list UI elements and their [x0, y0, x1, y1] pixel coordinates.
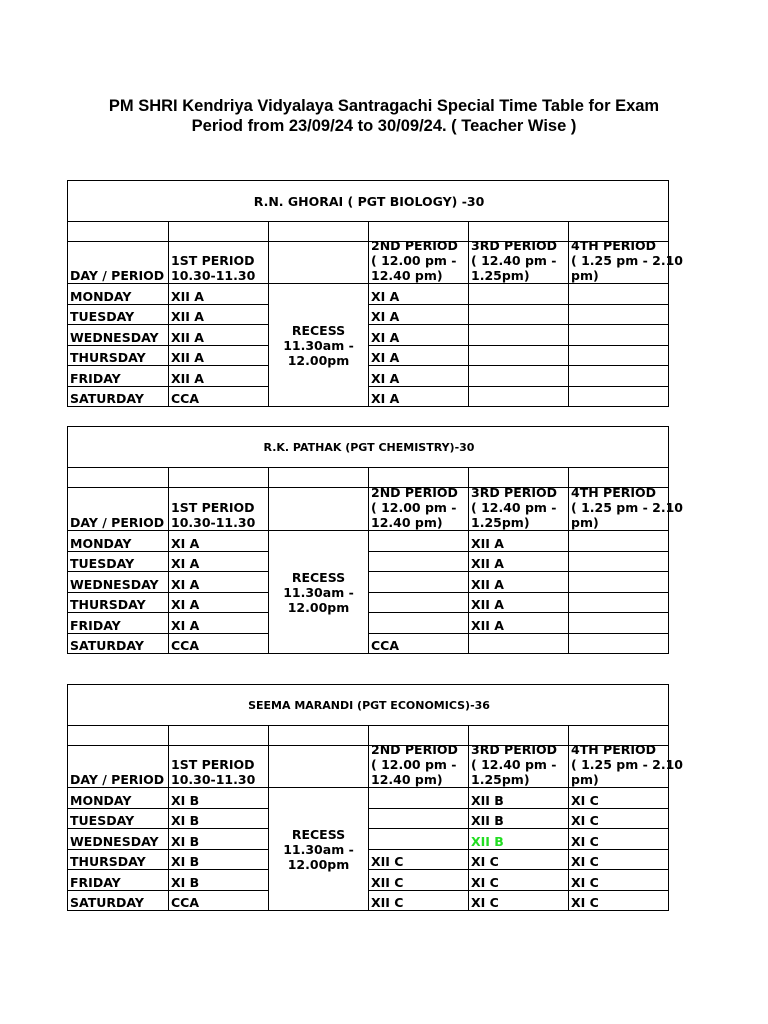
- period-2-cell: [369, 592, 469, 613]
- period-4-time-end: pm): [571, 772, 599, 787]
- recess-label: RECESS: [291, 569, 346, 585]
- table-row: [68, 551, 669, 572]
- column-header-row: [68, 746, 669, 788]
- recess-cell: [269, 788, 369, 911]
- period-3-cell: [469, 325, 569, 346]
- table-row: [68, 870, 669, 891]
- period-1-cell: XI A: [169, 551, 269, 572]
- period-3-time-start: ( 12.40 pm -: [471, 253, 557, 268]
- period-1-cell: XI A: [169, 531, 269, 552]
- column-header-row: [68, 488, 669, 531]
- period-1-label: 1ST PERIOD: [171, 253, 255, 268]
- day-cell: THURSDAY: [68, 849, 169, 870]
- table-row: [68, 284, 669, 305]
- day-cell: FRIDAY: [68, 366, 169, 387]
- period-2-cell: XI A: [369, 284, 469, 305]
- period-4-label: 4TH PERIOD: [571, 485, 657, 500]
- blank-cell: [68, 222, 169, 242]
- period-4-time-end: pm): [571, 515, 599, 530]
- table-row: [68, 633, 669, 654]
- table-row: [68, 829, 669, 850]
- period-4-cell: [569, 531, 669, 552]
- day-cell: WEDNESDAY: [68, 829, 169, 850]
- recess-time-start: 11.30am -: [283, 841, 354, 857]
- period-2-cell: XI A: [369, 345, 469, 366]
- teacher-name: R.K. PATHAK (PGT CHEMISTRY)-30: [68, 427, 669, 468]
- period-3-cell: [469, 386, 569, 407]
- day-cell: MONDAY: [68, 284, 169, 305]
- period-2-cell: XII C: [369, 870, 469, 891]
- period-2-time-start: ( 12.00 pm -: [371, 253, 457, 268]
- period-2-label: 2ND PERIOD: [371, 238, 458, 253]
- table-row: [68, 592, 669, 613]
- day-cell: THURSDAY: [68, 345, 169, 366]
- period-1-cell: XI A: [169, 572, 269, 593]
- period-3-header: [469, 238, 569, 284]
- period-3-cell: XII A: [469, 592, 569, 613]
- period-4-cell: [569, 304, 669, 325]
- period-1-cell: XII A: [169, 345, 269, 366]
- recess-time-end: 12.00pm: [287, 599, 350, 615]
- period-4-cell: XI C: [569, 829, 669, 850]
- blank-cell: [269, 222, 369, 242]
- day-cell: FRIDAY: [68, 613, 169, 634]
- period-4-cell: [569, 325, 669, 346]
- table-row: [68, 849, 669, 870]
- period-4-label: 4TH PERIOD: [571, 238, 657, 253]
- table-row: [68, 572, 669, 593]
- day-period-header: DAY / PERIOD: [68, 746, 169, 788]
- teacher-name: SEEMA MARANDI (PGT ECONOMICS)-36: [68, 685, 669, 726]
- period-3-cell: XII B: [469, 808, 569, 829]
- day-cell: TUESDAY: [68, 808, 169, 829]
- period-2-cell: [369, 551, 469, 572]
- period-2-time-start: ( 12.00 pm -: [371, 757, 457, 772]
- period-2-time-start: ( 12.00 pm -: [371, 500, 457, 515]
- period-1-cell: CCA: [169, 386, 269, 407]
- period-3-cell: XII A: [469, 572, 569, 593]
- period-4-cell: XI C: [569, 890, 669, 911]
- period-2-cell: XI A: [369, 304, 469, 325]
- blank-cell: [269, 468, 369, 488]
- period-4-cell: [569, 551, 669, 572]
- day-cell: MONDAY: [68, 531, 169, 552]
- period-3-cell: XI C: [469, 890, 569, 911]
- period-1-label: 1ST PERIOD: [171, 757, 255, 772]
- period-1-cell: XI B: [169, 849, 269, 870]
- period-1-header: [169, 242, 269, 284]
- title-line-1: PM SHRI Kendriya Vidyalaya Santragachi Special Time Table for Exam: [108, 97, 660, 115]
- period-2-cell: [369, 613, 469, 634]
- period-3-label: 3RD PERIOD: [471, 742, 558, 757]
- period-3-time-end: 1.25pm): [471, 268, 530, 283]
- period-2-cell: XII C: [369, 890, 469, 911]
- period-1-time: 10.30-11.30: [171, 515, 256, 530]
- period-3-time-start: ( 12.40 pm -: [471, 757, 557, 772]
- period-3-cell: [469, 366, 569, 387]
- period-4-cell: [569, 366, 669, 387]
- period-4-cell: XI C: [569, 808, 669, 829]
- day-cell: WEDNESDAY: [68, 572, 169, 593]
- period-4-cell: [569, 613, 669, 634]
- period-4-cell: [569, 345, 669, 366]
- period-2-cell: [369, 788, 469, 809]
- blank-cell: [169, 222, 269, 242]
- period-1-cell: CCA: [169, 890, 269, 911]
- period-2-time-end: 12.40 pm): [371, 772, 443, 787]
- period-4-cell: [569, 284, 669, 305]
- recess-header: [269, 746, 369, 788]
- period-3-cell: XII B: [469, 788, 569, 809]
- period-2-cell: XI A: [369, 325, 469, 346]
- day-cell: SATURDAY: [68, 633, 169, 654]
- recess-time-end: 12.00pm: [287, 856, 350, 872]
- teacher-timetable: [67, 684, 683, 911]
- period-1-cell: XI B: [169, 788, 269, 809]
- teacher-timetable: [67, 426, 683, 654]
- period-1-cell: XI B: [169, 808, 269, 829]
- table-row: [68, 304, 669, 325]
- period-3-cell: XI C: [469, 849, 569, 870]
- day-cell: WEDNESDAY: [68, 325, 169, 346]
- period-4-cell: [569, 386, 669, 407]
- table-row: [68, 808, 669, 829]
- page-title: [40, 96, 728, 136]
- period-3-cell: [469, 633, 569, 654]
- recess-time-start: 11.30am -: [283, 584, 354, 600]
- recess-header: [269, 488, 369, 531]
- period-3-cell: [469, 284, 569, 305]
- recess-cell: [269, 531, 369, 654]
- table-row: [68, 386, 669, 407]
- period-2-cell: CCA: [369, 633, 469, 654]
- period-4-time-start: ( 1.25 pm - 2.10: [571, 253, 683, 268]
- period-3-cell: XII A: [469, 613, 569, 634]
- recess-time-start: 11.30am -: [283, 337, 354, 353]
- period-4-cell: [569, 572, 669, 593]
- blank-cell: [68, 726, 169, 746]
- period-1-cell: XII A: [169, 304, 269, 325]
- period-2-label: 2ND PERIOD: [371, 485, 458, 500]
- period-2-time-end: 12.40 pm): [371, 268, 443, 283]
- day-period-header: DAY / PERIOD: [68, 242, 169, 284]
- day-cell: TUESDAY: [68, 551, 169, 572]
- period-4-cell: [569, 592, 669, 613]
- period-2-time-end: 12.40 pm): [371, 515, 443, 530]
- period-3-header: [469, 742, 569, 788]
- day-cell: FRIDAY: [68, 870, 169, 891]
- period-4-time-end: pm): [571, 268, 599, 283]
- period-4-cell: XI C: [569, 788, 669, 809]
- period-3-label: 3RD PERIOD: [471, 238, 558, 253]
- period-1-cell: XI B: [169, 870, 269, 891]
- period-3-time-start: ( 12.40 pm -: [471, 500, 557, 515]
- table-row: [68, 788, 669, 809]
- recess-label: RECESS: [291, 322, 346, 338]
- blank-cell: [269, 726, 369, 746]
- teacher-name: R.N. GHORAI ( PGT BIOLOGY) -30: [68, 181, 669, 222]
- day-cell: MONDAY: [68, 788, 169, 809]
- table-row: [68, 325, 669, 346]
- recess-time-end: 12.00pm: [287, 352, 350, 368]
- period-3-cell: XII A: [469, 551, 569, 572]
- period-2-cell: XI A: [369, 386, 469, 407]
- period-1-cell: XII A: [169, 325, 269, 346]
- period-1-header: [169, 488, 269, 531]
- period-1-cell: XI A: [169, 613, 269, 634]
- period-4-header: [569, 485, 683, 531]
- day-period-header: DAY / PERIOD: [68, 488, 169, 531]
- period-3-cell: [469, 345, 569, 366]
- recess-cell: [269, 284, 369, 407]
- period-4-header: [569, 742, 683, 788]
- period-4-cell: [569, 633, 669, 654]
- column-header-row: [68, 242, 669, 284]
- period-1-header: [169, 746, 269, 788]
- period-1-time: 10.30-11.30: [171, 268, 256, 283]
- period-3-time-end: 1.25pm): [471, 772, 530, 787]
- period-2-header: [369, 742, 469, 788]
- period-2-label: 2ND PERIOD: [371, 742, 458, 757]
- table-row: [68, 613, 669, 634]
- period-2-header: [369, 238, 469, 284]
- recess-header: [269, 242, 369, 284]
- period-1-cell: XII A: [169, 284, 269, 305]
- day-cell: THURSDAY: [68, 592, 169, 613]
- period-4-label: 4TH PERIOD: [571, 742, 657, 757]
- blank-cell: [169, 726, 269, 746]
- period-3-time-end: 1.25pm): [471, 515, 530, 530]
- period-3-label: 3RD PERIOD: [471, 485, 558, 500]
- period-4-time-start: ( 1.25 pm - 2.10: [571, 500, 683, 515]
- teacher-timetable: [67, 180, 683, 407]
- period-3-cell: [469, 304, 569, 325]
- table-row: [68, 366, 669, 387]
- day-cell: TUESDAY: [68, 304, 169, 325]
- day-cell: SATURDAY: [68, 386, 169, 407]
- period-4-time-start: ( 1.25 pm - 2.10: [571, 757, 683, 772]
- period-2-cell: [369, 572, 469, 593]
- period-1-cell: XI B: [169, 829, 269, 850]
- period-3-cell: XI C: [469, 870, 569, 891]
- period-4-cell: XI C: [569, 870, 669, 891]
- blank-cell: [68, 468, 169, 488]
- period-3-header: [469, 485, 569, 531]
- period-2-header: [369, 485, 469, 531]
- blank-cell: [169, 468, 269, 488]
- period-4-cell: XI C: [569, 849, 669, 870]
- period-2-cell: [369, 829, 469, 850]
- period-2-cell: [369, 531, 469, 552]
- period-1-cell: XII A: [169, 366, 269, 387]
- day-cell: SATURDAY: [68, 890, 169, 911]
- period-1-cell: XI A: [169, 592, 269, 613]
- period-1-cell: CCA: [169, 633, 269, 654]
- period-3-cell: XII A: [469, 531, 569, 552]
- period-2-cell: [369, 808, 469, 829]
- table-row: [68, 890, 669, 911]
- period-2-cell: XI A: [369, 366, 469, 387]
- recess-label: RECESS: [291, 826, 346, 842]
- table-row: [68, 345, 669, 366]
- period-3-cell: XII B: [469, 829, 569, 850]
- table-row: [68, 531, 669, 552]
- period-1-label: 1ST PERIOD: [171, 500, 255, 515]
- period-1-time: 10.30-11.30: [171, 772, 256, 787]
- period-4-header: [569, 238, 683, 284]
- period-2-cell: XII C: [369, 849, 469, 870]
- title-line-2: Period from 23/09/24 to 30/09/24. ( Teacher Wise ): [191, 117, 577, 135]
